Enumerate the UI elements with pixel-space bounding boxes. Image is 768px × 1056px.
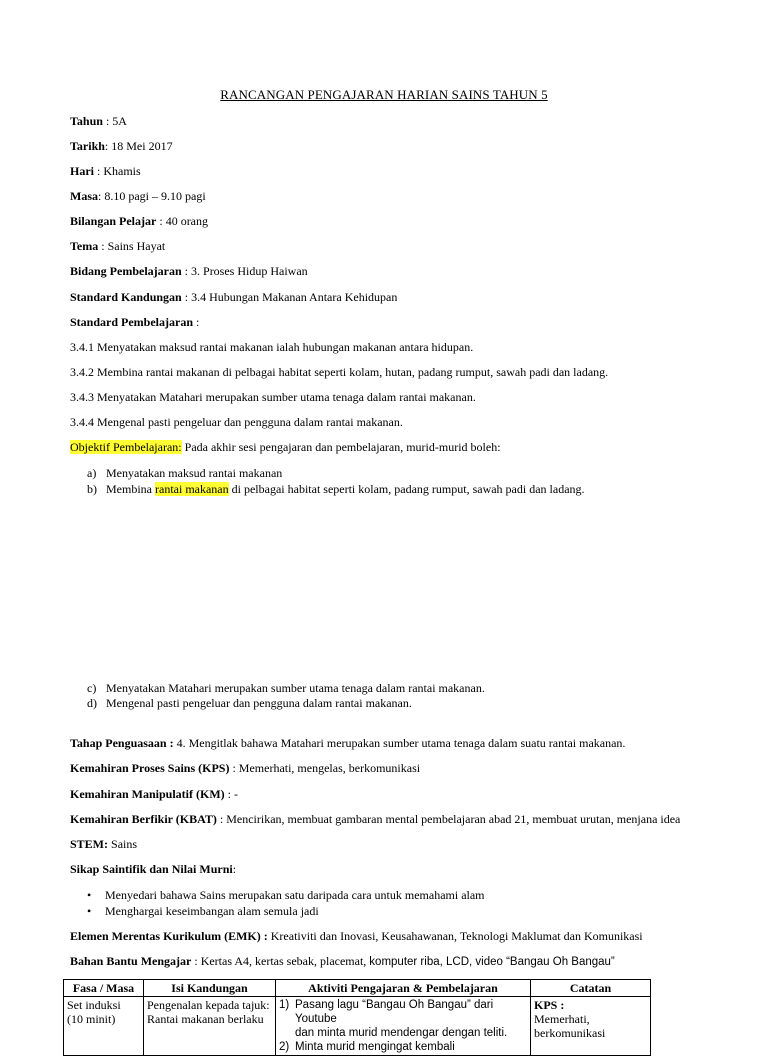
sikap-item: • Menyedari bahawa Sains merupakan satu daripada cara untuk memahami alam <box>87 888 485 902</box>
bahan-bantu-mengajar: Bahan Bantu Mengajar : Kertas A4, kertas sebak, placemat, komputer riba, LCD, video “Bangau Oh Bangau” <box>70 954 615 968</box>
field-hari: Hari : Khamis <box>70 164 141 178</box>
objektif-item: d) Mengenal pasti pengeluar dan pengguna dalam rantai makanan. <box>87 696 412 710</box>
field-bilangan-pelajar: Bilangan Pelajar : 40 orang <box>70 214 209 228</box>
bullet-icon: • <box>87 888 92 902</box>
kemahiran-manipulatif: Kemahiran Manipulatif (KM) : - <box>70 787 239 801</box>
table-header-row <box>64 980 651 997</box>
cell-fasa: Set induksi (10 minit) <box>64 997 144 1056</box>
bullet-icon: • <box>87 904 92 918</box>
standard-item: 3.4.1 Menyatakan maksud rantai makanan ialah hubungan makanan antara hidupan. <box>70 340 474 354</box>
standard-item: 3.4.4 Mengenal pasti pengeluar dan pengguna dalam rantai makanan. <box>70 415 403 429</box>
page-title: RANCANGAN PENGAJARAN HARIAN SAINS TAHUN 5 <box>220 87 548 102</box>
header-isi-kandungan: Isi Kandungan <box>144 980 276 997</box>
objektif-item: c) Menyatakan Matahari merupakan sumber utama tenaga dalam rantai makanan. <box>87 681 485 695</box>
sikap-saintifik: Sikap Saintifik dan Nilai Murni: <box>70 862 237 876</box>
field-tahun: Tahun : 5A <box>70 114 127 128</box>
field-tarikh: Tarikh: 18 Mei 2017 <box>70 139 173 153</box>
table-row <box>64 997 651 1056</box>
aktiviti-item: 1) Pasang lagu “Bangau Oh Bangau” dari Youtube dan minta murid mendengar dengan teliti. <box>279 999 508 1039</box>
tahap-penguasaan: Tahap Penguasaan : 4. Mengitlak bahawa Matahari merupakan sumber utama tenaga dalam suatu rantai makanan. <box>70 736 626 750</box>
objektif-label: Objektif Pembelajaran: <box>70 440 182 454</box>
field-standard-pembelajaran: Standard Pembelajaran : <box>70 315 200 329</box>
header-catatan: Catatan <box>531 980 651 997</box>
field-tema: Tema : Sains Hayat <box>70 239 166 253</box>
sikap-item: • Menghargai keseimbangan alam semula jadi <box>87 904 319 918</box>
kemahiran-proses-sains: Kemahiran Proses Sains (KPS) : Memerhati, mengelas, berkomunikasi <box>70 761 421 775</box>
highlight-rantai-makanan: rantai makanan <box>155 482 229 496</box>
elemen-merentas-kurikulum: Elemen Merentas Kurikulum (EMK) : Kreativiti dan Inovasi, Keusahawanan, Teknologi Maklumat dan Komunikasi <box>70 929 643 943</box>
objektif-item: a) Menyatakan maksud rantai makanan <box>87 466 283 480</box>
objektif-pembelajaran: Objektif Pembelajaran: Pada akhir sesi pengajaran dan pembelajaran, murid-murid boleh: <box>70 440 501 454</box>
header-fasa-masa: Fasa / Masa <box>64 980 144 997</box>
standard-item: 3.4.3 Menyatakan Matahari merupakan sumber utama tenaga dalam rantai makanan. <box>70 390 476 404</box>
cell-catatan: KPS : Memerhati, berkomunikasi <box>531 997 651 1056</box>
objektif-item: b) Membina rantai makanan di pelbagai habitat seperti kolam, padang rumput, sawah padi dan ladang. <box>87 482 585 496</box>
cell-aktiviti <box>276 997 531 1056</box>
lesson-activity-table <box>63 979 651 1056</box>
aktiviti-item: 2) Minta murid mengingat kembali <box>279 1041 455 1053</box>
standard-item: 3.4.2 Membina rantai makanan di pelbagai habitat seperti kolam, hutan, padang rumput, sawah padi dan ladang. <box>70 365 609 379</box>
header-aktiviti: Aktiviti Pengajaran & Pembelajaran <box>276 980 531 997</box>
stem: STEM: Sains <box>70 837 138 851</box>
field-masa: Masa: 8.10 pagi – 9.10 pagi <box>70 189 206 203</box>
field-bidang-pembelajaran: Bidang Pembelajaran : 3. Proses Hidup Haiwan <box>70 264 308 278</box>
cell-isi: Pengenalan kepada tajuk: Rantai makanan berlaku <box>144 997 276 1056</box>
kemahiran-berfikir: Kemahiran Berfikir (KBAT) : Mencirikan, membuat gambaran mental pembelajaran abad 21, membuat urutan, menjana idea <box>70 812 681 826</box>
field-standard-kandungan: Standard Kandungan : 3.4 Hubungan Makanan Antara Kehidupan <box>70 290 398 304</box>
